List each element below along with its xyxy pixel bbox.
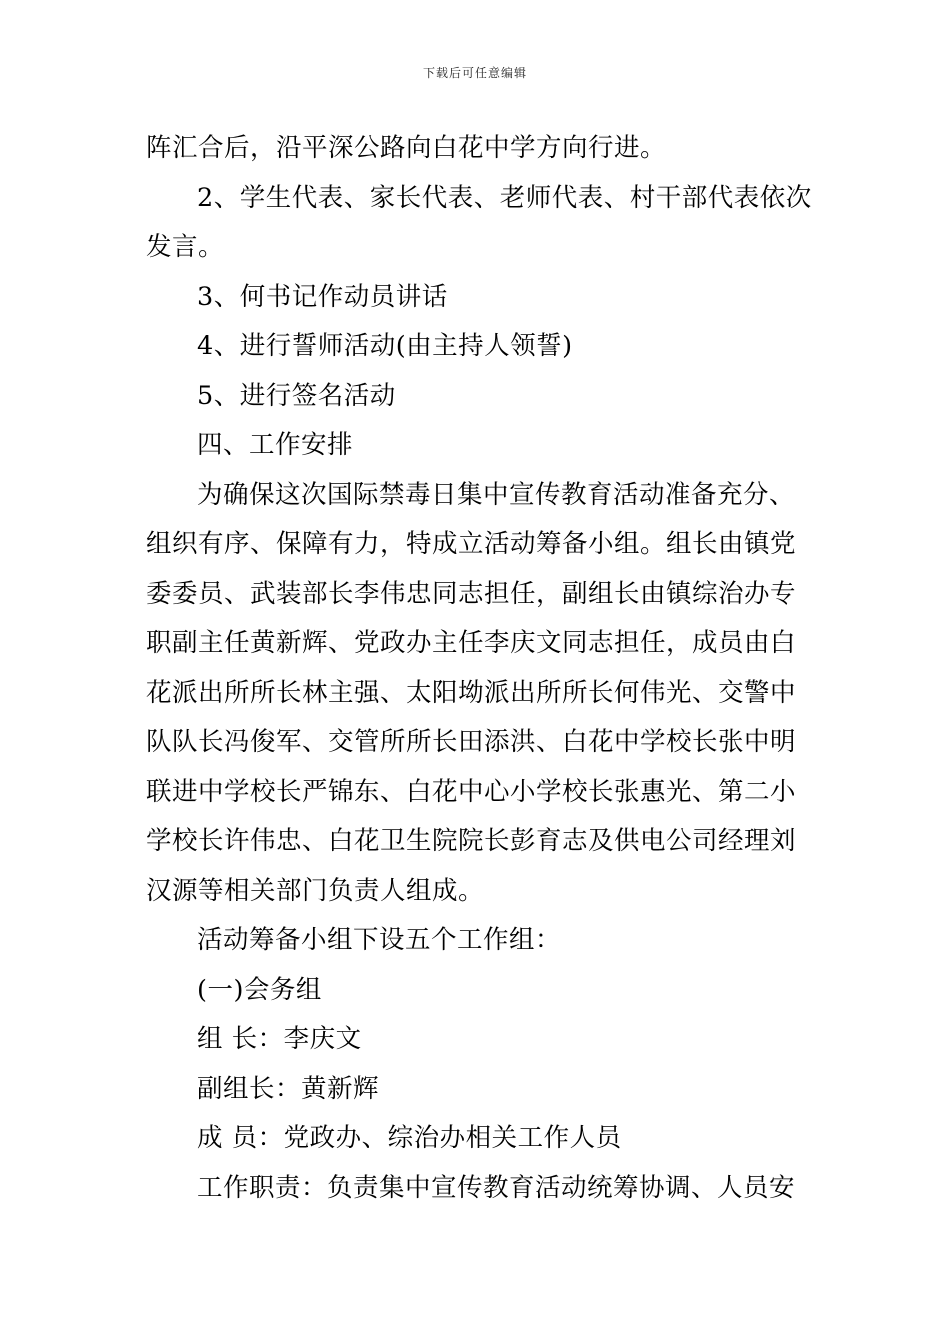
text-line: 联进中学校长严锦东、白花中心小学校长张惠光、第二小 [146, 776, 797, 807]
text-line: 3、何书记作动员讲话 [197, 281, 448, 312]
text-line: 队队长冯俊军、交管所所长田添洪、白花中学校长张中明 [146, 727, 797, 757]
text-line: 委委员、武装部长李伟忠同志担任，副组长由镇综治办专 [146, 578, 797, 609]
text-line: 活动筹备小组下设五个工作组： [197, 925, 562, 955]
text-line: 5、进行签名活动 [197, 380, 396, 411]
text-line: 学校长许伟忠、白花卫生院院长彭育志及供电公司经理刘 [146, 826, 797, 856]
text-line: 为确保这次国际禁毒日集中宣传教育活动准备充分、 [197, 479, 796, 510]
text-line: 成 员：党政办、综治办相关工作人员 [197, 1123, 622, 1153]
text-line: 汉源等相关部门负责人组成。 [146, 875, 485, 906]
text-line: 2、学生代表、家长代表、老师代表、村干部代表依次 [197, 182, 812, 213]
text-line: 花派出所所长林主强、太阳坳派出所所长何伟光、交警中 [146, 677, 797, 708]
text-line: 组织有序、保障有力，特成立活动筹备小组。组长由镇党 [146, 529, 797, 559]
text-line: 发言。 [146, 232, 225, 262]
document-body [146, 124, 816, 1213]
section-heading: 四、工作安排 [197, 430, 354, 460]
text-line: 职副主任黄新辉、党政办主任李庆文同志担任，成员由白 [146, 628, 797, 658]
text-line: 阵汇合后，沿平深公路向白花中学方向行进。 [146, 133, 667, 163]
text-line: 4、进行誓师活动(由主持人领誓) [197, 331, 573, 361]
text-line: 工作职责：负责集中宣传教育活动统筹协调、人员安 [197, 1172, 796, 1203]
subsection-heading: (一)会务组 [197, 974, 322, 1005]
text-line: 组 长：李庆文 [197, 1024, 362, 1054]
page-header-note: 下载后可任意编辑 [422, 66, 527, 80]
text-line: 副组长：黄新辉 [197, 1073, 380, 1104]
